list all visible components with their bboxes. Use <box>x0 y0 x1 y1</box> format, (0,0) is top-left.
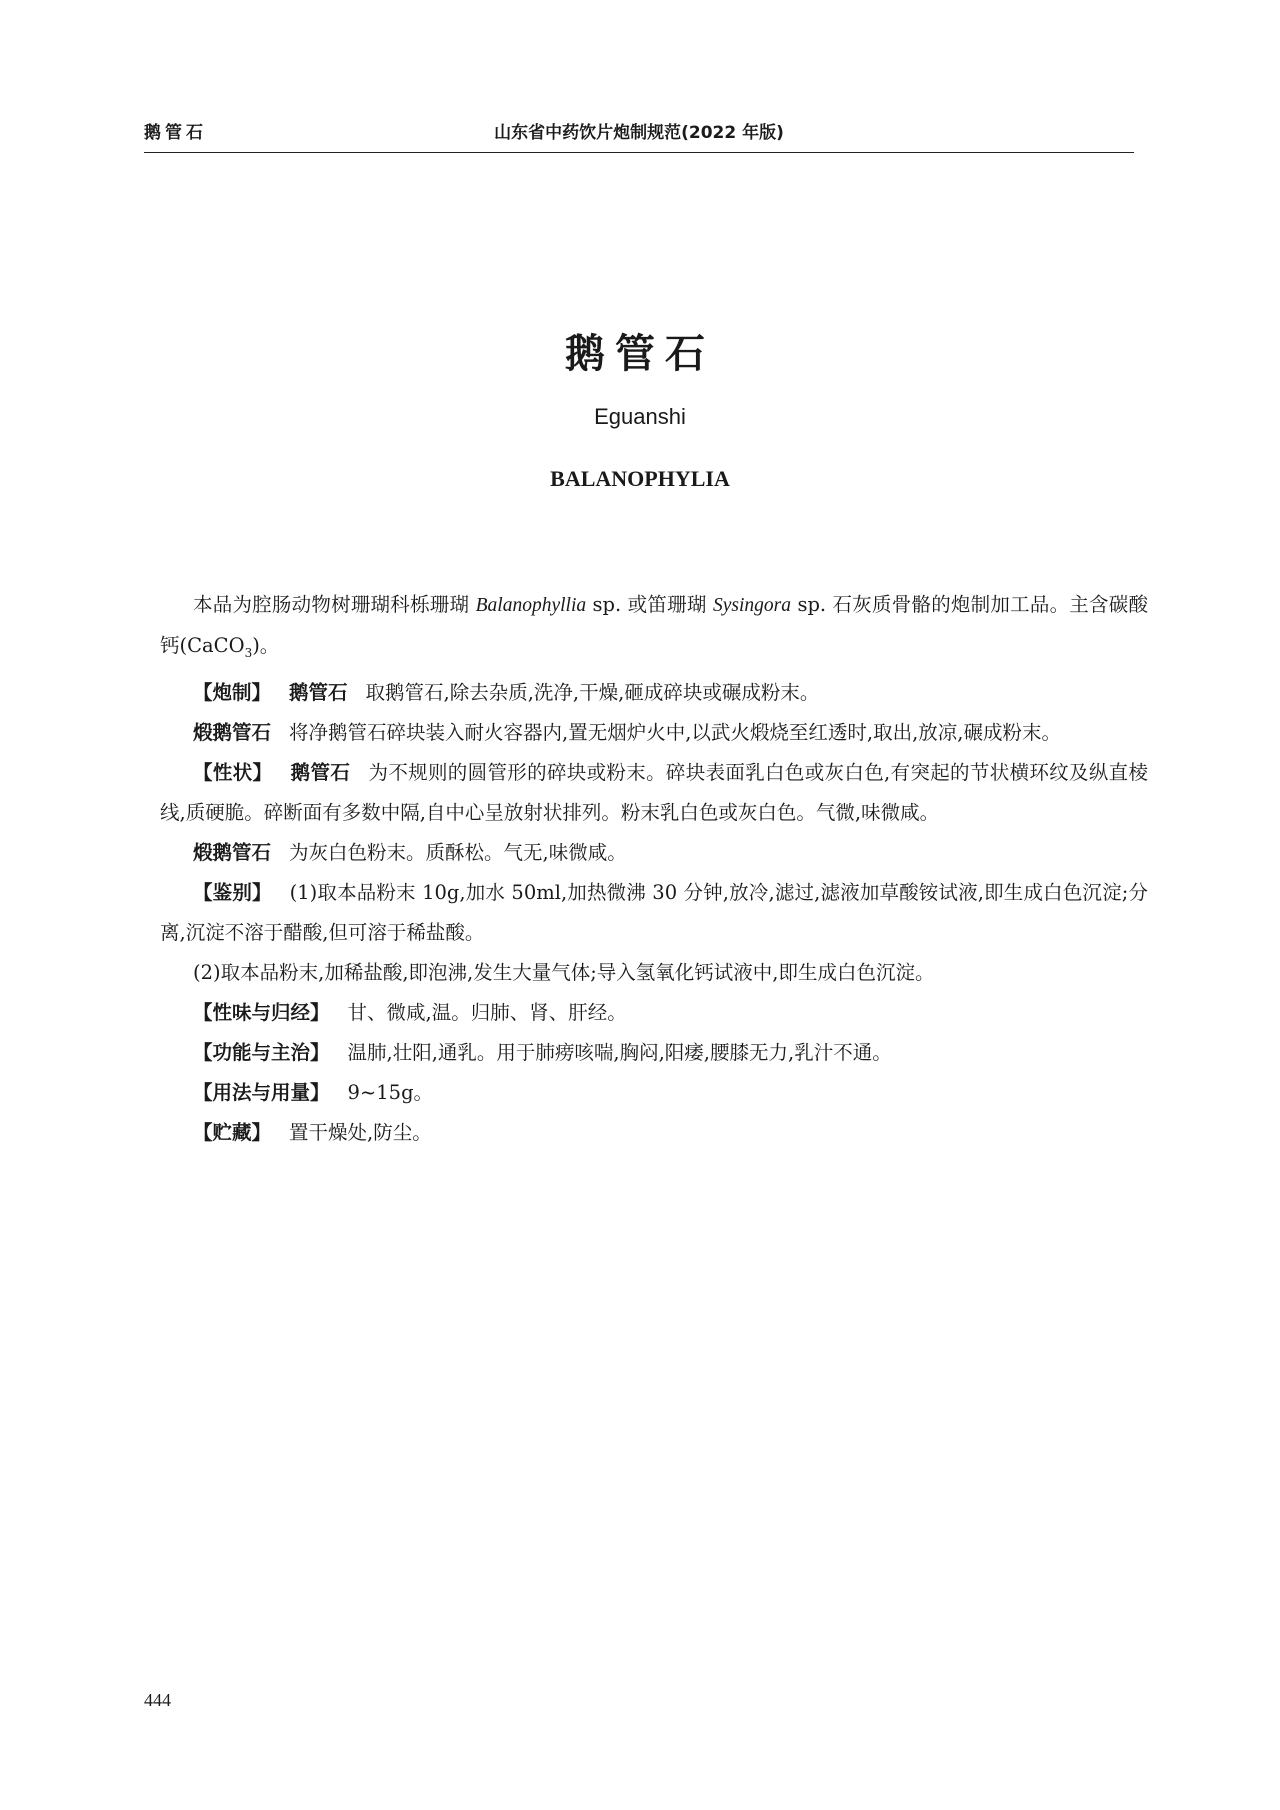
storage-paragraph <box>160 1113 1148 1153</box>
entry-latin-name: BALANOPHYLIA <box>550 466 730 491</box>
identification-text-1: (1)取本品粉末 10g,加水 50ml,加热微沸 30 分钟,放冷,滤过,滤液加草酸铵试液,即生成白色沉淀;分离,沉淀不溶于醋酸,但可溶于稀盐酸。 <box>160 880 1148 944</box>
processing-item1-name: 鹅管石 <box>289 680 348 704</box>
nature-text: 甘、微咸,温。归肺、肾、肝经。 <box>347 1000 627 1024</box>
processing-item1-text: 取鹅管石,除去杂质,洗净,干燥,砸成碎块或碾成粉末。 <box>365 680 820 704</box>
functions-text: 温肺,壮阳,通乳。用于肺痨咳喘,胸闷,阳痿,腰膝无力,乳汁不通。 <box>347 1040 892 1064</box>
entry-pinyin: Eguanshi <box>594 404 686 429</box>
running-head <box>144 116 1134 153</box>
processing-item2-name: 煅鹅管石 <box>193 720 272 744</box>
identification-label: 【鉴别】 <box>193 880 272 904</box>
processing-label: 【炮制】 <box>193 680 272 704</box>
intro-text-2: sp. 或笛珊瑚 <box>586 593 714 616</box>
page-number: 444 <box>144 1690 171 1710</box>
identification-text-2: (2)取本品粉末,加稀盐酸,即泡沸,发生大量气体;导入氢氧化钙试液中,即生成白色沉淀。 <box>193 960 935 984</box>
description-item2-text: 为灰白色粉末。质酥松。气无,味微咸。 <box>289 840 627 864</box>
header-book-title: 山东省中药饮片炮制规范(2022 年版) <box>494 123 784 143</box>
intro-text-3: sp. 石灰质骨骼的炮制加工品。主含碳酸钙(CaCO <box>160 593 1148 657</box>
header-entry-name: 鹅管石 <box>144 123 207 143</box>
dosage-paragraph <box>160 1073 1148 1113</box>
description-paragraph <box>160 753 1148 833</box>
entry-body <box>160 585 1148 1153</box>
description-paragraph-2 <box>160 833 1148 873</box>
storage-text: 置干燥处,防尘。 <box>289 1120 432 1144</box>
processing-paragraph <box>160 673 1148 713</box>
intro-paragraph <box>160 585 1148 673</box>
functions-label: 【功能与主治】 <box>193 1040 330 1064</box>
dosage-text: 9~15g。 <box>347 1080 434 1104</box>
description-item1-name: 鹅管石 <box>290 760 351 784</box>
intro-text-4: )。 <box>252 634 280 657</box>
intro-genus-2: Sysingora <box>713 595 792 616</box>
identification-paragraph-2 <box>160 953 1148 993</box>
entry-title: 鹅管石 <box>565 331 715 377</box>
intro-genus-1: Balanophyllia <box>475 595 587 616</box>
processing-item2-text: 将净鹅管石碎块装入耐火容器内,置无烟炉火中,以武火煅烧至红透时,取出,放凉,碾成粉末。 <box>289 720 1062 744</box>
intro-subscript: 3 <box>244 645 253 660</box>
functions-paragraph <box>160 1033 1148 1073</box>
identification-paragraph <box>160 873 1148 953</box>
nature-label: 【性味与归经】 <box>193 1000 330 1024</box>
description-item2-name: 煅鹅管石 <box>193 840 272 864</box>
description-item1-text: 为不规则的圆管形的碎块或粉末。碎块表面乳白色或灰白色,有突起的节状横环纹及纵直棱线,质硬脆。碎断面有多数中隔,自中心呈放射状排列。粉末乳白色或灰白色。气微,味微咸。 <box>160 760 1148 824</box>
description-label: 【性状】 <box>193 760 273 784</box>
intro-text-1: 本品为腔肠动物树珊瑚科栎珊瑚 <box>193 593 476 616</box>
dosage-label: 【用法与用量】 <box>193 1080 330 1104</box>
nature-paragraph <box>160 993 1148 1033</box>
processing-paragraph-2 <box>160 713 1148 753</box>
storage-label: 【贮藏】 <box>193 1120 272 1144</box>
